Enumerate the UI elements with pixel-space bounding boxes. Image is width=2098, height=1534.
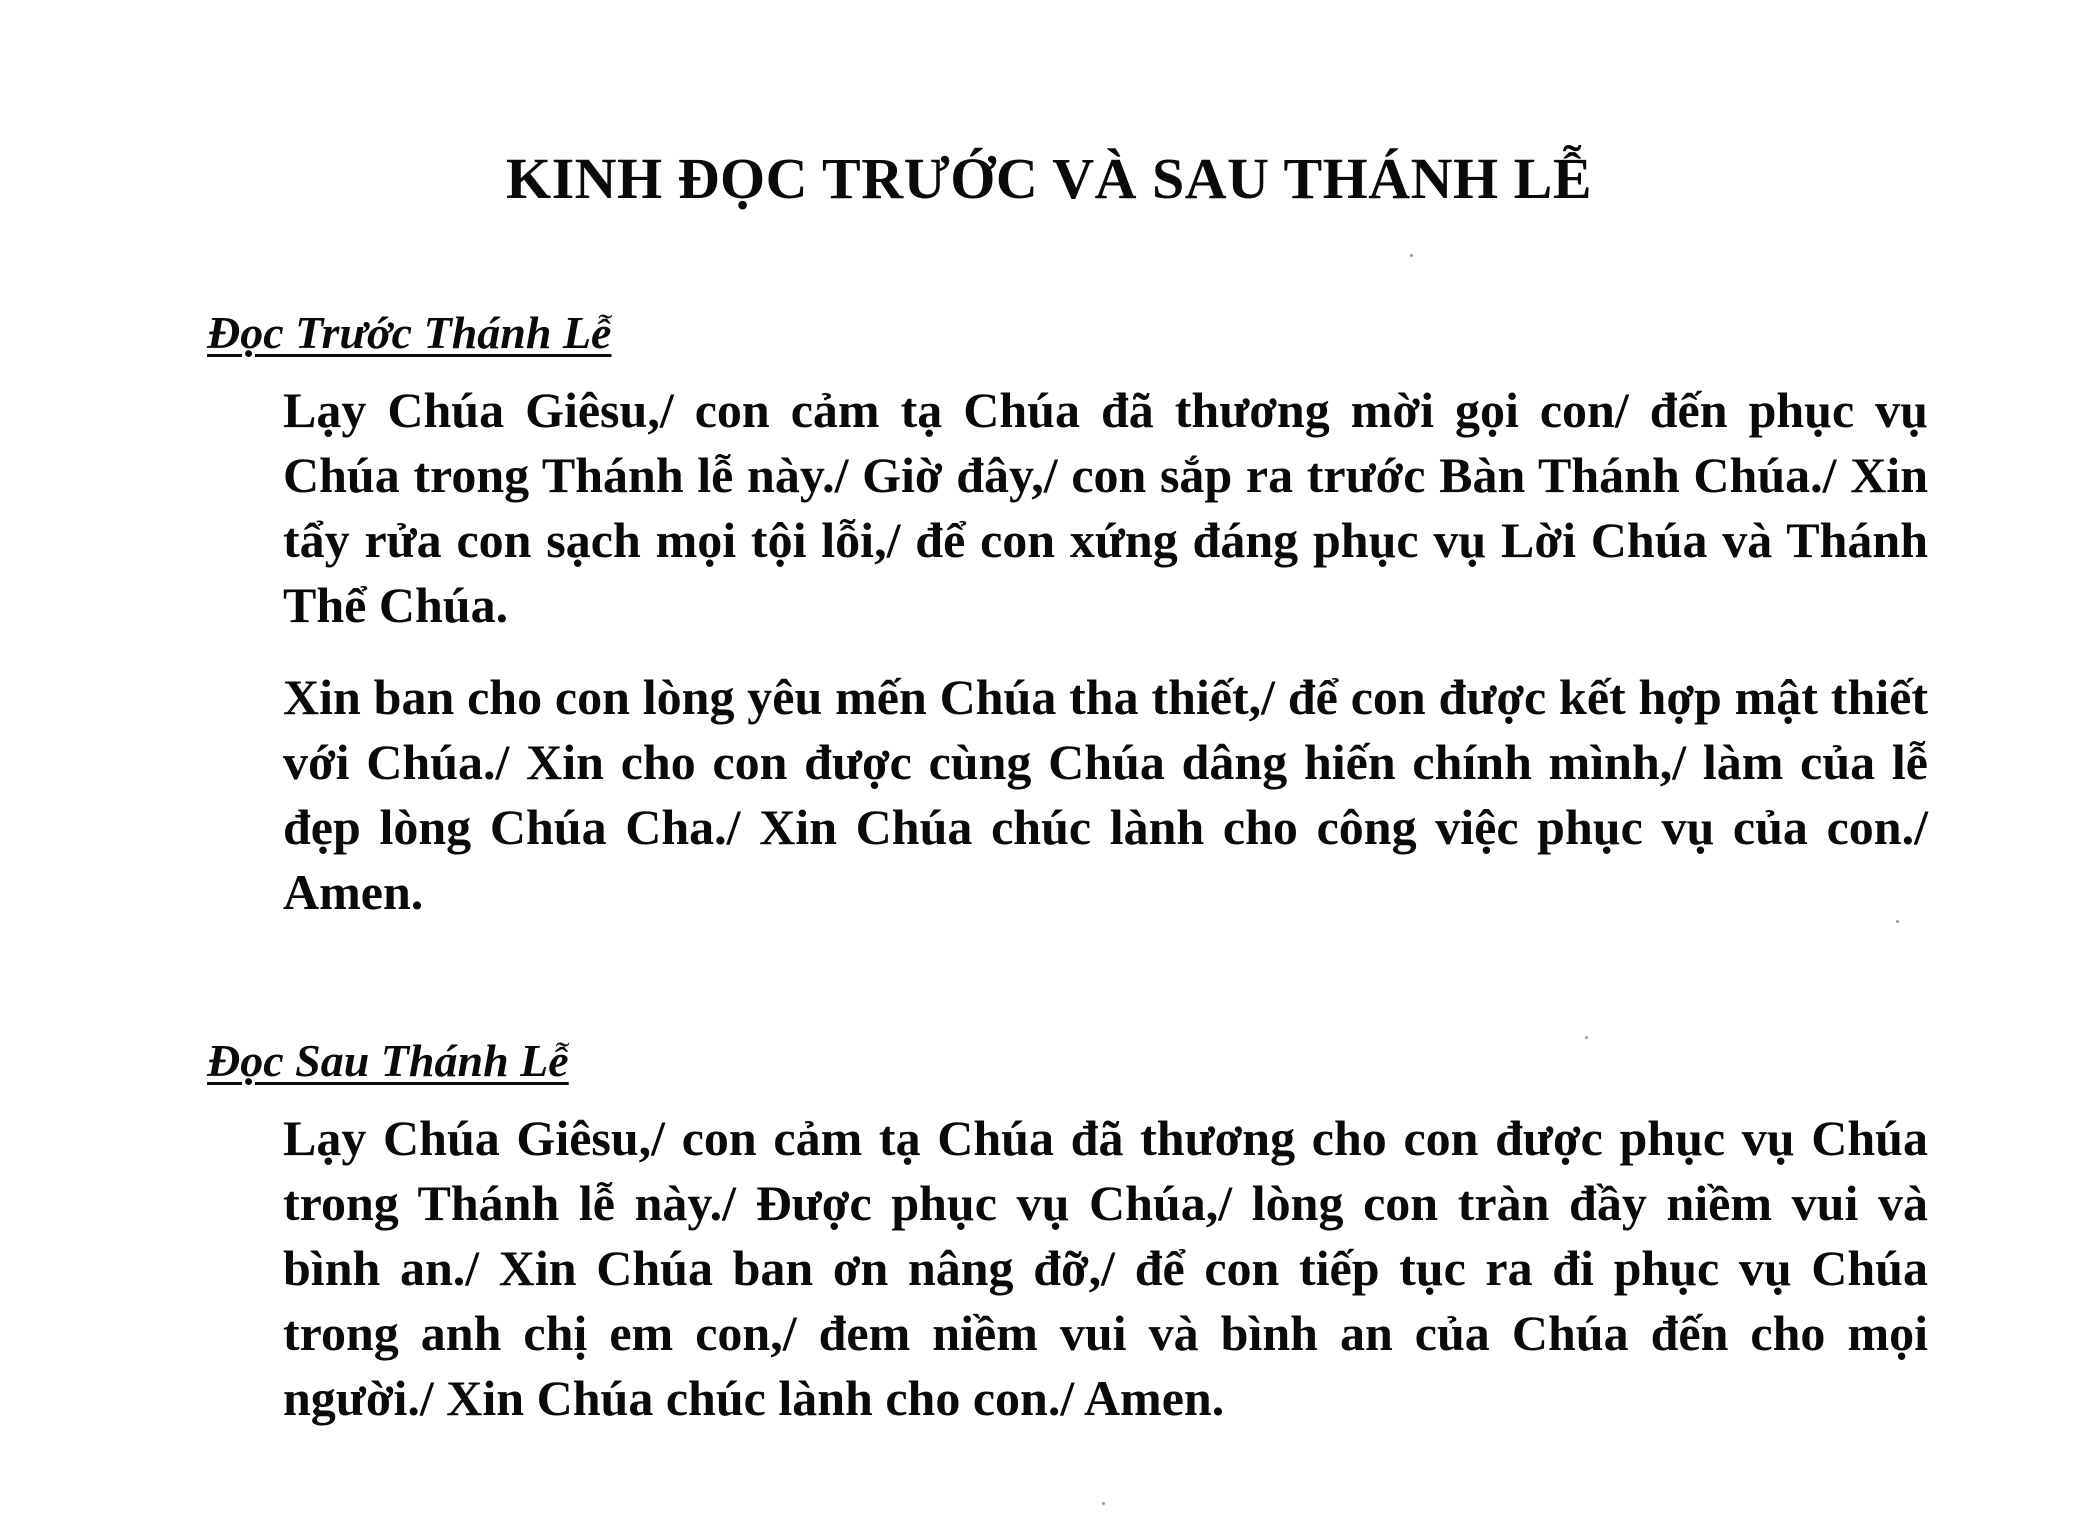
scan-speck [1102, 1502, 1105, 1505]
scan-speck [1585, 1036, 1588, 1039]
scan-speck [1896, 920, 1899, 923]
prayer-paragraph: Lạy Chúa Giêsu,/ con cảm tạ Chúa đã thương cho con được phục vụ Chúa trong Thánh lễ này./ Được phục vụ Chúa,/ lòng con tràn đầy niềm vui và bình an./ Xin Chúa ban ơn nâng đỡ,/ để con tiếp tục ra đi phục vụ Chúa trong anh chị em con,/ đem niềm vui và bình an của Chúa đến cho mọi người./ Xin Chúa chúc lành cho con./ Amen. [283, 1110, 1928, 1426]
prayer-paragraph: Lạy Chúa Giêsu,/ con cảm tạ Chúa đã thương mời gọi con/ đến phục vụ Chúa trong Thánh lễ này./ Giờ đây,/ con sắp ra trước Bàn Thánh Chúa./ Xin tẩy rửa con sạch mọi tội lỗi,/ để con xứng đáng phục vụ Lời Chúa và Thánh Thể Chúa. [283, 382, 1928, 633]
scan-speck [1410, 254, 1413, 257]
section-heading-before-mass: Đọc Trước Thánh Lễ [207, 307, 612, 358]
section-heading-after-mass: Đọc Sau Thánh Lễ [207, 1035, 569, 1086]
prayer-paragraph: Xin ban cho con lòng yêu mến Chúa tha thiết,/ để con được kết hợp mật thiết với Chúa./ Xin cho con được cùng Chúa dâng hiến chính mình,/ làm của lễ đẹp lòng Chúa Cha./ Xin Chúa chúc lành cho công việc phục vụ của con./ Amen. [283, 669, 1928, 920]
page-title: KINH ĐỌC TRƯỚC VÀ SAU THÁNH LỄ [505, 146, 1593, 211]
